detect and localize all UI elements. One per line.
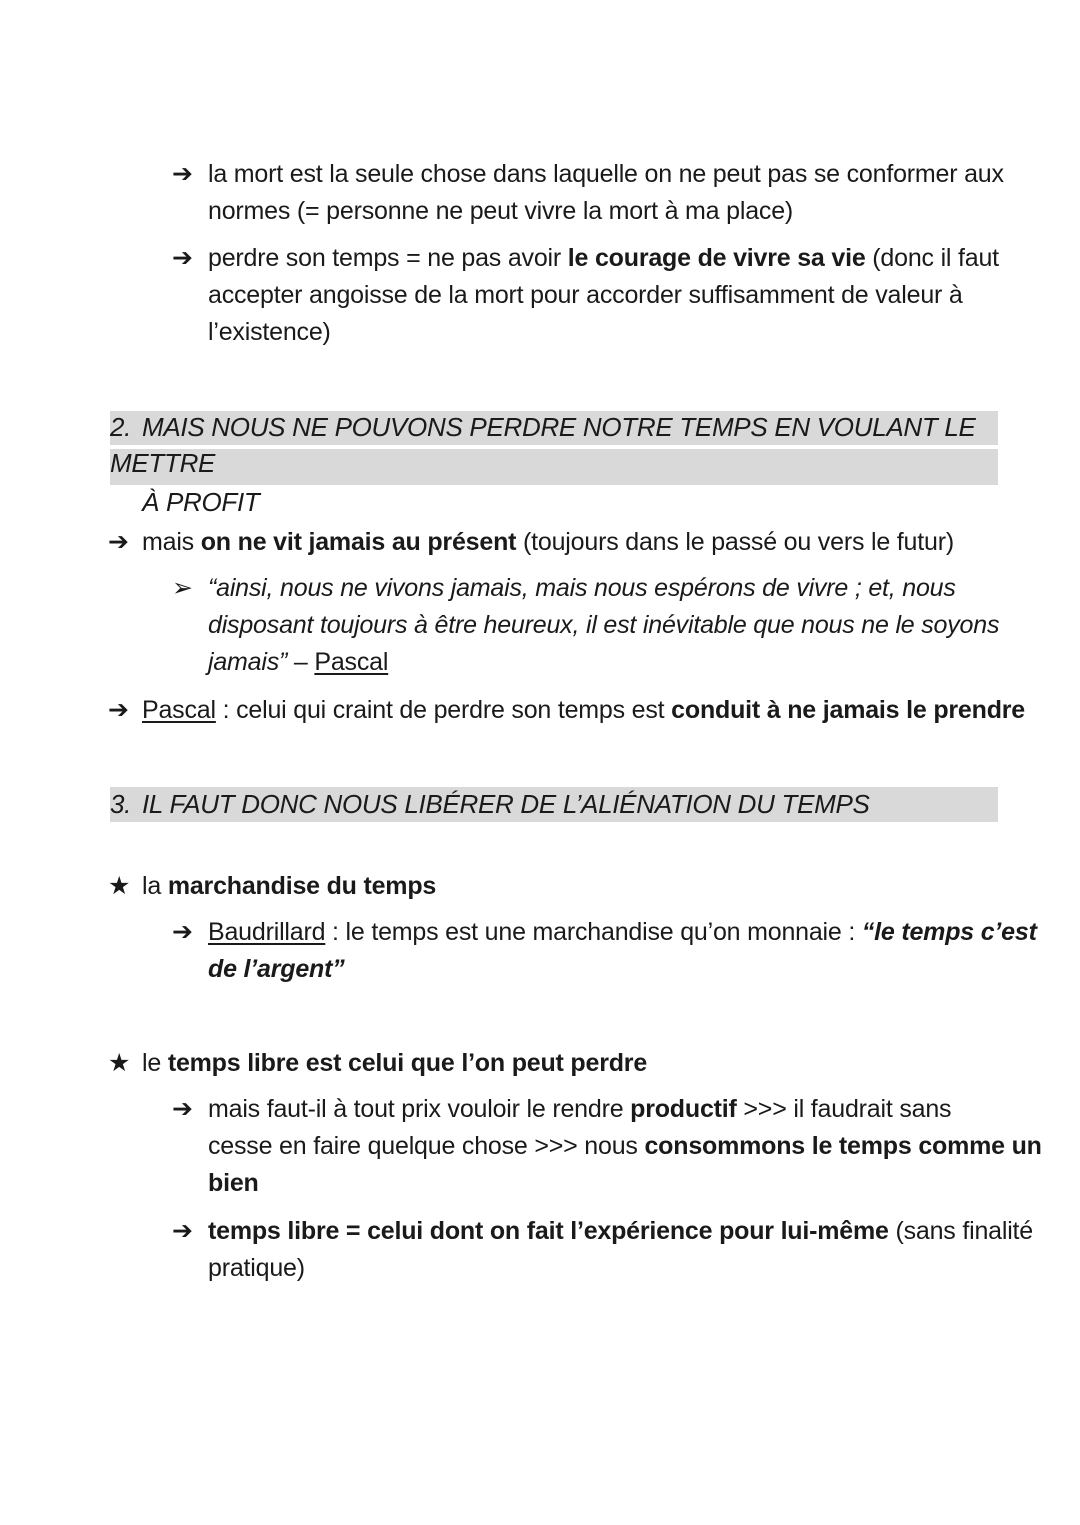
bullet-text: mais on ne vit jamais au présent (toujours dans le passé ou vers le futur) (142, 528, 954, 556)
quote-pascal (172, 570, 999, 681)
author-link[interactable]: Baudrillard (208, 918, 326, 946)
star-item-free-time (108, 1045, 647, 1082)
star-icon: ★ (108, 872, 131, 900)
bullet-text: temps libre = celui dont on fait l’expérience pour lui-même (sans finalité pratique) (208, 1217, 1034, 1282)
arrow-icon: ➔ (108, 696, 129, 724)
quote-text: “ainsi, nous ne vivons jamais, mais nous espérons de vivre ; et, nous disposant toujours à être heureux, il est inévitable que nous ne le soyons jamais” – Pascal (208, 574, 1000, 676)
bullet-text: Baudrillard : le temps est une marchandise qu’on monnaie : “le temps c’est de l’argent” (208, 918, 1037, 983)
arrow-icon: ➔ (172, 160, 193, 188)
section-heading-2: 2. MAIS NOUS NE POUVONS PERDRE NOTRE TEMPS EN VOULANT LE METTRE À PROFIT (110, 412, 976, 517)
arrow-icon: ➔ (172, 1217, 193, 1245)
arrow-icon: ➔ (108, 528, 129, 556)
bullet-text: Pascal : celui qui craint de perdre son temps est conduit à ne jamais le prendre (142, 696, 1025, 724)
star-item-commodity (108, 868, 436, 905)
bullet-text: mais faut-il à tout prix vouloir le rendre productif >>> il faudrait sans cesse en faire quelque chose >>> nous consommons le temps comme un bien (208, 1095, 1042, 1197)
arrow-icon: ➔ (172, 244, 193, 272)
author-link[interactable]: Pascal (314, 648, 389, 676)
arrowhead-icon: ➢ (172, 574, 193, 602)
bullet-waste-time (172, 240, 999, 351)
bullet-pascal-fear (108, 692, 1025, 729)
arrow-icon: ➔ (172, 1095, 193, 1123)
bullet-free-time-definition (172, 1213, 1033, 1287)
author-link[interactable]: Pascal (142, 696, 216, 724)
star-text: le temps libre est celui que l’on peut perdre (142, 1049, 648, 1077)
bullet-text: la mort est la seule chose dans laquelle on ne peut pas se conformer aux normes (= personne ne peut vivre la mort à ma place) (208, 160, 1004, 225)
arrow-icon: ➔ (172, 918, 193, 946)
bullet-present (108, 524, 954, 561)
bullet-productive (172, 1091, 1042, 1202)
bullet-text: perdre son temps = ne pas avoir le courage de vivre sa vie (donc il faut accepter angoisse de la mort pour accorder suffisamment de valeur à l’existence) (208, 244, 999, 346)
bullet-death-norms (172, 156, 1004, 230)
section-heading-3: 3. IL FAUT DONC NOUS LIBÉRER DE L’ALIÉNATION DU TEMPS (110, 789, 870, 819)
star-icon: ★ (108, 1049, 131, 1077)
star-text: la marchandise du temps (142, 872, 437, 900)
bullet-baudrillard (172, 914, 1037, 988)
